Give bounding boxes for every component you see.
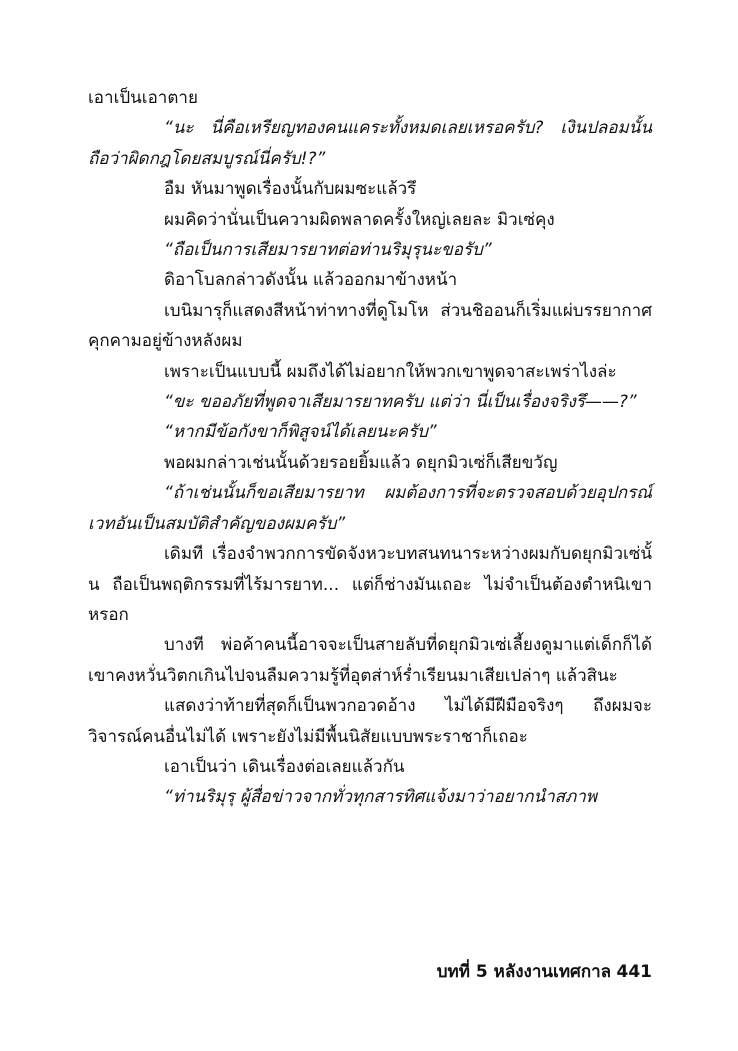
paragraph-7: เบนิมารุก็แสดงสีหน้าท่าทางที่ดูโมโห ส่วนชิออนก็เริ่มแผ่บรรยากาศคุกคามอยู่ข้างหลังผม xyxy=(88,300,652,352)
paragraph-1: เอาเป็นเอาตาย xyxy=(88,88,198,108)
paragraph-4: ผมคิดว่านั่นเป็นความผิดพลาดครั้งใหญ่เลยละ มิวเซ่คุง xyxy=(164,209,555,230)
paragraph-15: แสดงว่าท้ายที่สุดก็เป็นพวกอวดอ้าง ไม่ได้มีฝีมือจริงๆ ถึงผมจะวิจารณ์คนอื่นไม่ได้ เพราะยังไม่มีพื้นนิสัยแบบพระราชาก็เถอะ xyxy=(88,696,652,747)
paragraph-17: “ท่านริมุรุ ผู้สื่อข่าวจากทั่วทุกสารทิศแจ้งมาว่าอยากนำสภาพ xyxy=(164,787,597,808)
paragraph-11: พอผมกล่าวเช่นนั้นด้วยรอยยิ้มแล้ว ดยุกมิวเซ่ก็เสียขวัญ xyxy=(164,452,558,473)
page-body xyxy=(88,83,652,813)
paragraph-3: อืม หันมาพูดเรื่องนั้นกับผมซะแล้วรึ xyxy=(164,179,417,200)
paragraph-12: “ถ้าเช่นนั้นก็ขอเสียมารยาท ผมต้องการที่จะตรวจสอบด้วยอุปกรณ์เวทอันเป็นสมบัติสำคัญของผมครับ” xyxy=(88,483,652,534)
paragraph-8: เพราะเป็นแบบนี้ ผมถึงได้ไม่อยากให้พวกเขาพูดจาสะเพร่าไงล่ะ xyxy=(164,361,617,382)
paragraph-6: ดิอาโบลกล่าวดังนั้น แล้วออกมาข้างหน้า xyxy=(164,270,458,291)
page-footer xyxy=(395,960,652,984)
paragraph-2: “นะ นี่คือเหรียญทองคนแคระทั้งหมดเลยเหรอครับ? เงินปลอมนั้นถือว่าผิดกฎโดยสมบูรณ์นี่ครับ!?” xyxy=(88,118,652,169)
paragraph-10: “หากมีข้อกังขาก็พิสูจน์ได้เลยนะครับ” xyxy=(164,422,437,443)
paragraph-13: เดิมที เรื่องจำพวกการขัดจังหวะบทสนทนาระหว่างผมกับดยุกมิวเซ่นั้น ถือเป็นพฤติกรรมที่ไร้มารยาท... แต่ก็ช่างมันเถอะ ไม่จำเป็นต้องตำหนิเขาหรอก xyxy=(88,544,652,625)
paragraph-5: “ถือเป็นการเสียมารยาทต่อท่านริมุรุนะขอรับ” xyxy=(164,240,492,261)
paragraph-16: เอาเป็นว่า เดินเรื่องต่อเลยแล้วกัน xyxy=(164,756,405,777)
paragraph-9: “ขะ ขออภัยที่พูดจาเสียมารยาทครับ แต่ว่า นี่เป็นเรื่องจริงรึ——?” xyxy=(164,392,637,413)
paragraph-14: บางที พ่อค้าคนนี้อาจจะเป็นสายลับที่ดยุกมิวเซ่เลี้ยงดูมาแต่เด็กก็ได้ เขาคงหวั่นวิตกเกินไปจนลืมความรู้ที่อุตส่าห์ร่ำเรียนมาเสียเปล่าๆ แล้วสินะ xyxy=(88,635,652,686)
chapter-title: บทที่ 5 หลังงานเทศกาล xyxy=(436,962,612,982)
page-number: 441 xyxy=(616,962,652,982)
